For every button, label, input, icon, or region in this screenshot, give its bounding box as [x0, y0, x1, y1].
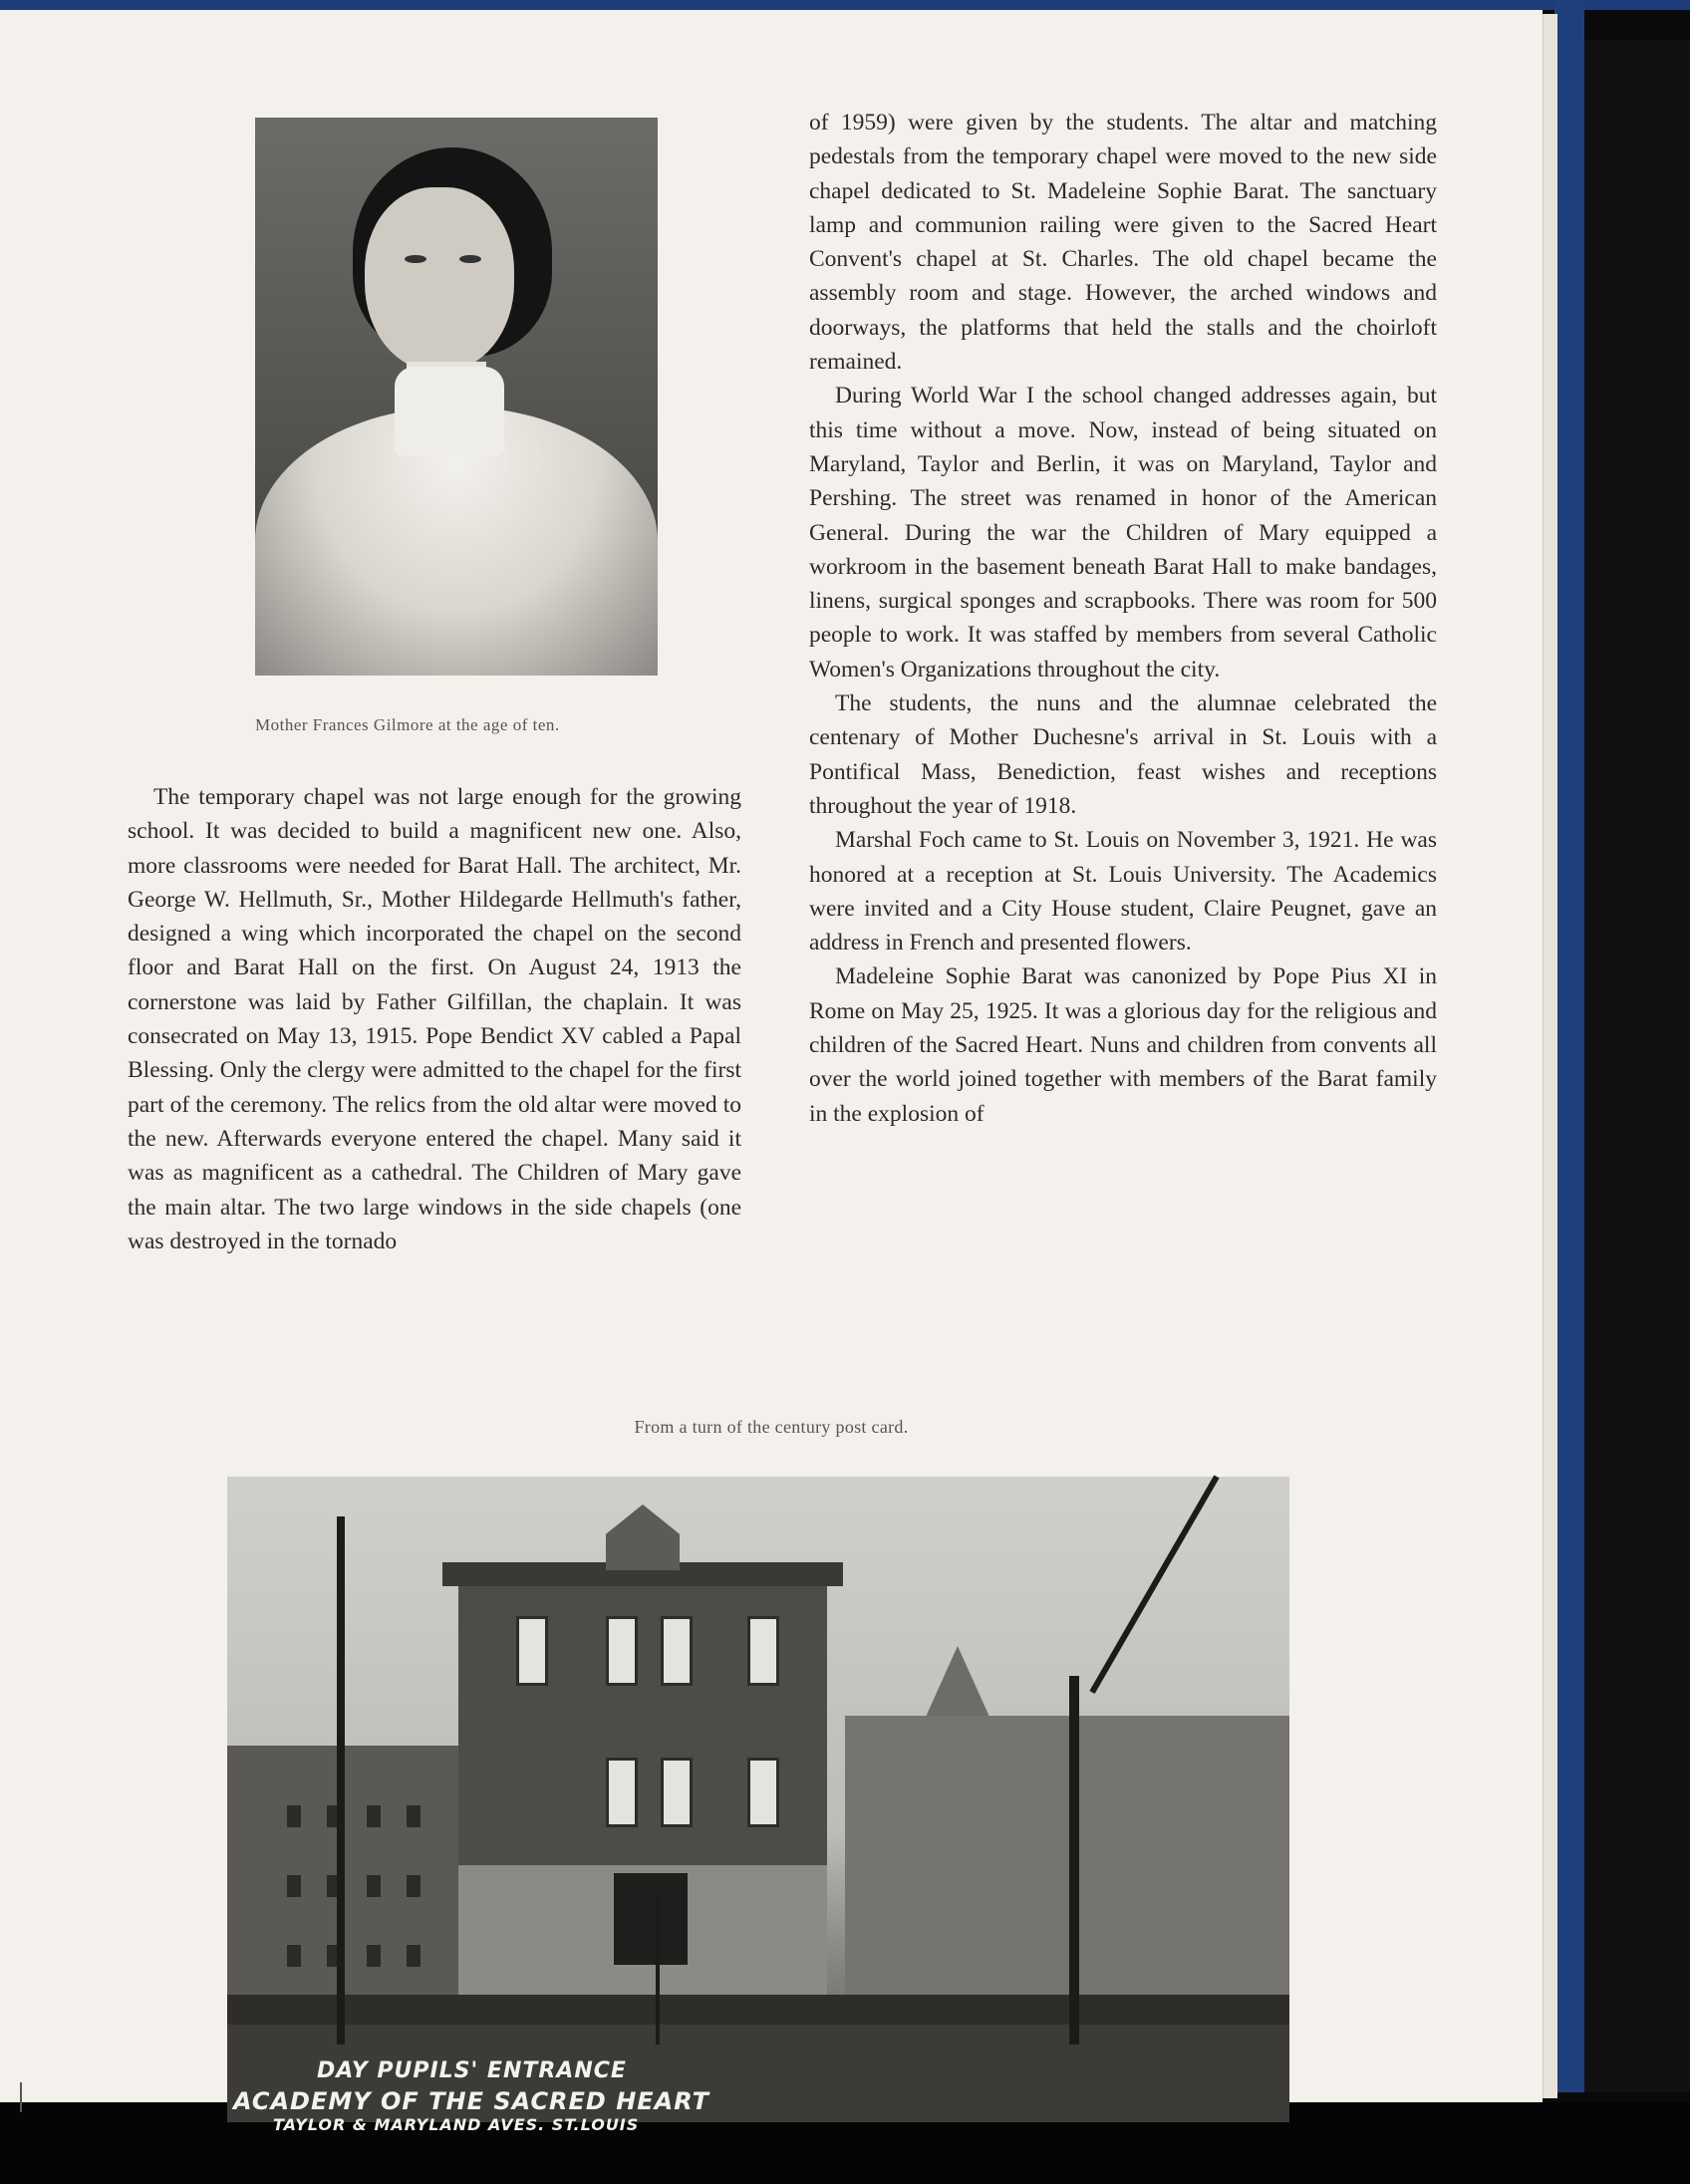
postcard-window	[661, 1616, 693, 1686]
right-paragraph-1: of 1959) were given by the students. The altar and matching pedestals from the temporary chapel were moved to the new side chapel dedicated to St. Madeleine Sophie Barat. The sanctuary lamp and communion railing were given to the Sacred Heart Convent's chapel at St. Charles. The old chapel became the assembly room and stage. However, the arched windows and doorways, the platforms that held the stalls and the choirloft remained.	[809, 110, 1437, 376]
right-paragraph-3: The students, the nuns and the alumnae celebrated the centenary of Mother Duchesne's arrival in St. Louis with a Pontifical Mass, Benediction, feast wishes and receptions throughout the year of 1918.	[809, 690, 1437, 819]
postcard-tree-trunk	[337, 1516, 345, 2045]
book-page	[0, 10, 1543, 2134]
postcard-title-line-3: TAYLOR & MARYLAND AVES. ST.LOUIS	[273, 2115, 640, 2134]
postcard-photo	[227, 1477, 1289, 2134]
page-edge	[1543, 14, 1557, 2098]
right-paragraph-2: During World War I the school changed addresses again, but this time without a move. Now, instead of being situated on Maryland, Taylor and Berlin, it was on Maryland, Taylor and Pershing. The street was renamed in honor of the American General. During the war the Children of Mary equipped a workroom in the basement beneath Barat Hall to make bandages, linens, surgical sponges and scrapbooks. There was room for 500 people to work. It was staffed by members from several Catholic Women's Organizations throughout the city.	[809, 383, 1437, 682]
book-spine-shadow	[1584, 40, 1690, 2092]
right-column	[809, 106, 1437, 1131]
postcard-title-text	[233, 2056, 831, 2134]
right-paragraph-5: Madeleine Sophie Barat was canonized by Pope Pius XI in Rome on May 25, 1925. It was a glorious day for the religious and children of the Sacred Heart. Nuns and children from convents all over the world joined together with members of the Barat family in the explosion of	[809, 963, 1437, 1127]
cover-top-band	[0, 0, 1690, 10]
postcard-dormer	[606, 1504, 680, 1570]
right-paragraph-4: Marshal Foch came to St. Louis on November 3, 1921. He was honored at a reception at St. Louis University. The Academics were invited and a City House student, Claire Peugnet, gave an address in French and presented flowers.	[809, 827, 1437, 956]
postcard-hedge	[227, 1995, 1289, 2025]
book-cover-edge	[1554, 0, 1584, 2092]
postcard-entrance-door	[614, 1873, 688, 1965]
portrait-eye-left	[405, 255, 426, 263]
gutter-mark	[20, 2082, 22, 2112]
postcard-tree-branch	[1089, 1476, 1219, 1695]
left-column	[128, 780, 741, 1258]
postcard-window	[661, 1758, 693, 1827]
postcard-window	[516, 1616, 548, 1686]
postcard-window	[747, 1758, 779, 1827]
left-paragraph-1: The temporary chapel was not large enough for the growing school. It was decided to build a magnificent new one. Also, more classrooms were needed for Barat Hall. The architect, Mr. George W. Hellmuth, Sr., Mother Hildegarde Hellmuth's father, designed a wing which incorporated the chapel on the second floor and Barat Hall on the first. On August 24, 1913 the cornerstone was laid by Father Gilfillan, the chaplain. It was consecrated on May 13, 1915. Pope Bendict XV cabled a Papal Blessing. Only the clergy were admitted to the chapel for the first part of the ceremony. The relics from the old altar were moved to the new. Afterwards everyone entered the chapel. Many said it was as magnificent as a cathedral. The Children of Mary gave the main altar. The two large windows in the side chapels (one was destroyed in the tornado	[128, 784, 741, 1254]
postcard-window	[606, 1758, 638, 1827]
portrait-photo	[255, 118, 658, 674]
postcard-caption: From a turn of the century post card.	[634, 1417, 909, 1437]
postcard-tree-trunk	[1069, 1676, 1079, 2045]
postcard-window	[606, 1616, 638, 1686]
portrait-collar	[395, 367, 504, 456]
postcard-title-line-2: ACADEMY OF THE SACRED HEART	[233, 2087, 710, 2115]
postcard-title-line-1: DAY PUPILS' ENTRANCE	[317, 2058, 627, 2083]
postcard-window	[747, 1616, 779, 1686]
portrait-eye-right	[459, 255, 481, 263]
portrait-caption: Mother Frances Gilmore at the age of ten.	[255, 715, 560, 734]
portrait-face	[365, 187, 514, 372]
postcard-lamp-post	[656, 1895, 660, 2045]
